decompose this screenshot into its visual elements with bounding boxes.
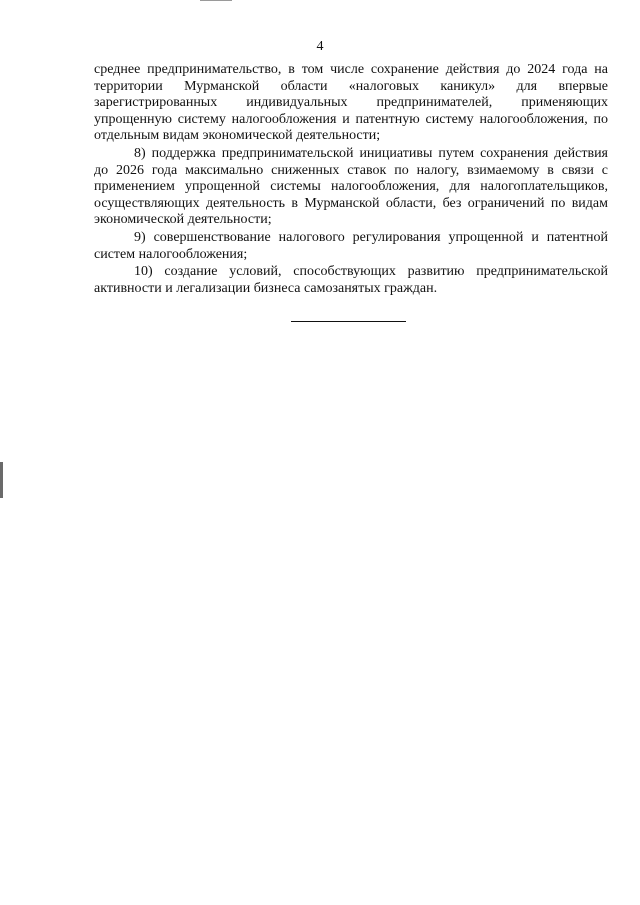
scan-artifact-left <box>0 462 3 498</box>
end-of-text-rule <box>291 321 406 322</box>
scan-artifact-top <box>200 0 232 1</box>
page-number: 4 <box>316 39 324 54</box>
document-body <box>94 62 608 298</box>
paragraph-item-8: 8) поддержка предпринимательской инициативы путем сохранения действия до 2026 года максимально сниженных ставок по налогу, взимаемому в связи с применением упрощенной системы налогообложения, для налогоплательщиков, осуществляющих деятельность в Мурманской области, без ограничений по видам экономической деятельности; <box>94 145 608 228</box>
paragraph-continuation: среднее предпринимательство, в том числе сохранение действия до 2024 года на территории Мурманской области «налоговых каникул» для впервые зарегистрированных индивидуальных предпринимателей, применяющих упрощенную систему налогообложения и патентную систему налогообложения, по отдельным видам экономической деятельности; <box>94 62 608 144</box>
paragraph-item-10: 10) создание условий, способствующих развитию предпринимательской активности и легализации бизнеса самозанятых граждан. <box>94 264 608 296</box>
paragraph-item-9: 9) совершенствование налогового регулирования упрощенной и патентной систем налогообложения; <box>94 229 608 262</box>
